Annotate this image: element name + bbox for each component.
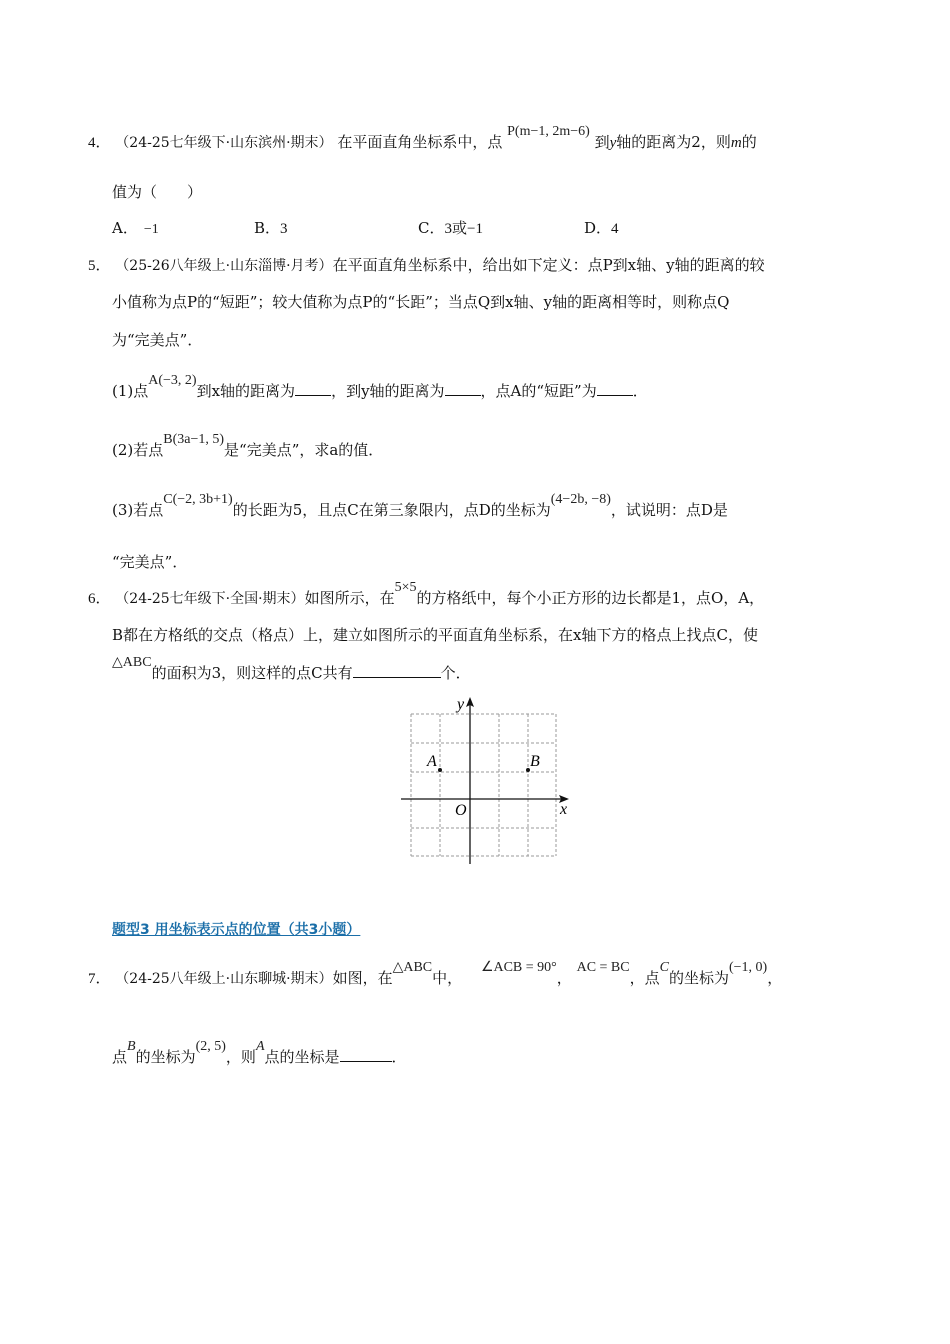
q7-math-tri: △ABC (392, 960, 433, 975)
section-title: 题型3 用坐标表示点的位置（共3小题） (112, 922, 361, 938)
q6-math-grid: 5×5 (394, 580, 417, 595)
q5-source: （25-26八年级上·山东淄博·月考） (115, 258, 333, 274)
answer-blank[interactable] (295, 380, 331, 396)
q6-line1: 6． （24-25七年级下·全国·期末）如图所示，在5×5的方格纸中，每个小正方形的边长都是1，点O，A， (88, 580, 765, 607)
q4-source: （24-25七年级下·山东滨州·期末） (115, 135, 333, 151)
q7-math-c: C (659, 960, 669, 975)
answer-blank[interactable] (340, 1046, 392, 1062)
q6-math-tri: △ABC (112, 655, 152, 670)
q5-line3: 为“完美点”． (112, 331, 203, 349)
q5-part2: (2)若点B(3a−1, 5)是“完美点”，求a的值． (112, 432, 384, 459)
q7-math-angle: ∠ACB = 90° (480, 960, 557, 975)
q5-p3-math2: (4−2b, −8) (550, 492, 611, 507)
q5-part1: (1)点A(−3, 2)到x轴的距离为 ，到y轴的距离为 ，点A的“短距”为 ． (112, 373, 648, 400)
q7-math-bc: (2, 5) (195, 1039, 226, 1054)
q5-p3-math: C(−2, 3b+1) (163, 492, 233, 507)
q4-option-b: B．3 (254, 219, 288, 237)
q5-number: 5． (88, 258, 111, 274)
answer-blank[interactable] (445, 380, 481, 396)
q5-line1 (88, 255, 765, 276)
q7-math-b: B (127, 1039, 136, 1054)
answer-blank[interactable] (353, 662, 441, 678)
q4-var-y: y (609, 135, 617, 151)
q6-source: （24-25七年级下·全国·期末） (115, 591, 305, 607)
q4-math-p: P(m−1, 2m−6) (507, 124, 590, 139)
q6-number: 6． (88, 591, 111, 607)
coordinate-grid-figure (395, 694, 585, 866)
q5-p1-math: A(−3, 2) (148, 373, 197, 388)
q7-math-a: A (255, 1039, 265, 1054)
label-b: B (530, 753, 540, 770)
q7-line1: 7． （24-25八年级上·山东聊城·期末）如图，在△ABC中， ∠ACB = 90°， AC = BC，点C的坐标为(−1, 0)， (88, 960, 783, 987)
q4-option-c: C．3或−1 (418, 219, 483, 237)
q4-line1 (88, 124, 757, 154)
q7-number: 7． (88, 971, 111, 987)
q4-number: 4． (88, 135, 111, 151)
q7-math-cc: (−1, 0) (728, 960, 768, 975)
q5-line2: 小值称为点P的“短距”；较大值称为点P的“长距”；当点Q到x轴、y轴的距离相等时，则称点Q (112, 293, 730, 311)
q5-part3-line2: “完美点”． (112, 553, 188, 571)
label-o: O (455, 802, 467, 819)
q6-line2: B都在方格纸的交点（格点）上，建立如图所示的平面直角坐标系，在x轴下方的格点上找点C，使 (112, 626, 758, 644)
q4-text-c: 轴的距离为2，则 (616, 133, 731, 151)
point-a (438, 768, 442, 772)
q5-p2-math: B(3a−1, 5) (163, 432, 225, 447)
q4-text-a: 在平面直角坐标系中，点 (337, 133, 503, 151)
q4-option-d: D．4 (584, 219, 619, 237)
q6-line3: △ABC的面积为3，则这样的点C共有 个． (112, 655, 471, 682)
q7-source: （24-25八年级上·山东聊城·期末） (115, 971, 333, 987)
q5-line1-text: 在平面直角坐标系中，给出如下定义：点P到x轴、y轴的距离的较 (332, 256, 765, 274)
label-a: A (427, 753, 437, 770)
q4-text-d: 的 (741, 133, 757, 151)
q4-option-a: A． −1 (112, 219, 159, 237)
q4-var-m: m (730, 135, 742, 151)
q4-line2: 值为（ ） (112, 183, 203, 201)
q4-text-b: 到 (594, 133, 610, 151)
q7-line2: 点B的坐标为(2, 5)，则A点的坐标是 ． (112, 1039, 407, 1066)
label-x: x (560, 801, 568, 818)
q5-part3: (3)若点C(−2, 3b+1)的长距为5，且点C在第三象限内，点D的坐标为(4−2b, −8)，试说明：点D是 (112, 492, 728, 519)
label-y: y (457, 696, 465, 713)
answer-blank[interactable] (597, 380, 633, 396)
q7-math-eq: AC = BC (576, 960, 630, 975)
